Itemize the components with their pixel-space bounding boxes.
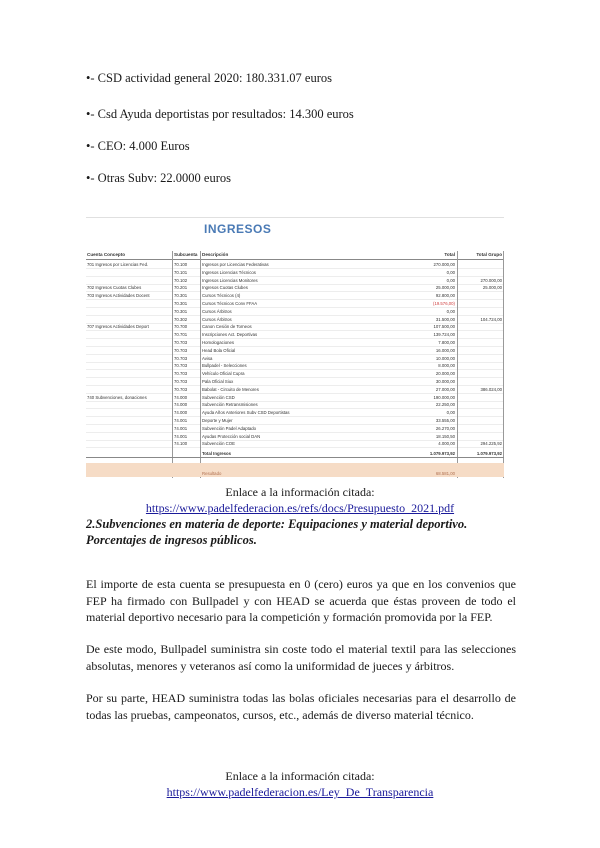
row-total: 4.000,00 bbox=[438, 441, 455, 447]
table-row bbox=[86, 440, 504, 448]
ingresos-spreadsheet-image bbox=[86, 217, 504, 478]
row-subcuenta: 74.001 bbox=[174, 433, 188, 439]
row-subcuenta: 70.703 bbox=[174, 386, 188, 392]
row-descripcion: Deporte y Mujer bbox=[202, 418, 233, 423]
table-row bbox=[86, 284, 504, 292]
row-cuenta: 740 Subvenciones, donaciones bbox=[87, 394, 147, 400]
row-descripcion: Ayuda Años Anteriores Subv CSD Deportistas bbox=[202, 410, 290, 416]
row-subcuenta: 70.703 bbox=[174, 363, 188, 369]
row-subcuenta: 70.201 bbox=[174, 285, 188, 291]
sheet-title: INGRESOS bbox=[204, 222, 272, 236]
caption-link-2: Enlace a la información citada: bbox=[225, 769, 375, 783]
table-row bbox=[86, 417, 504, 425]
row-subcuenta: 74.001 bbox=[174, 425, 188, 431]
table-row bbox=[86, 370, 504, 378]
row-descripcion: Subvención Retransmisiones bbox=[202, 402, 258, 408]
row-subcuenta: 74.000 bbox=[174, 410, 188, 416]
table-row bbox=[86, 433, 504, 441]
row-total-grupo: 294.225,92 bbox=[480, 441, 502, 447]
row-total-grupo: 104.724,00 bbox=[480, 316, 502, 322]
table-row bbox=[86, 331, 504, 339]
table-row bbox=[86, 347, 504, 355]
row-total: 7.800,00 bbox=[438, 340, 455, 345]
bullet-csd-ayuda: •- Csd Ayuda deportistas por resultados: 14.300 euros bbox=[86, 107, 354, 121]
row-total: 27.000,00 bbox=[435, 386, 455, 392]
row-subcuenta: 70.701 bbox=[174, 332, 188, 338]
row-descripcion: Homologaciones bbox=[202, 340, 235, 345]
row-total-grupo: 386.024,00 bbox=[480, 386, 502, 392]
table-row bbox=[86, 409, 504, 417]
transparency-link[interactable]: https://www.padelfederacion.es/Ley_De_Transparencia bbox=[166, 785, 434, 799]
row-descripcion: Babolat - Circuito de Menores bbox=[202, 386, 259, 392]
row-subcuenta: 70.102 bbox=[174, 277, 188, 283]
table-row bbox=[86, 378, 504, 386]
row-total: 107.500,00 bbox=[433, 324, 455, 330]
table-row bbox=[86, 269, 504, 277]
total-group-value: 1.079.973,92 bbox=[476, 451, 502, 456]
header-cuenta: Cuenta Concepto bbox=[87, 252, 126, 257]
row-descripcion: Subvención CSD bbox=[202, 394, 235, 400]
row-subcuenta: 74.001 bbox=[174, 418, 188, 423]
sheet-header-row bbox=[86, 251, 504, 260]
row-descripcion: Ingresos Licencias Monitores bbox=[202, 277, 258, 283]
row-total: 16.000,00 bbox=[435, 347, 455, 353]
row-total: 0,00 bbox=[446, 277, 455, 283]
row-subcuenta: 70.301 bbox=[174, 301, 188, 306]
row-total: 10.000,00 bbox=[435, 355, 455, 361]
row-descripcion: Cursos Técnicos (4) bbox=[202, 293, 241, 299]
row-subcuenta: 74.000 bbox=[174, 402, 188, 408]
section-heading-line2: Porcentajes de ingresos públicos. bbox=[86, 533, 257, 547]
bullet-csd-general: •- CSD actividad general 2020: 180.331.07 euros bbox=[86, 71, 332, 85]
paragraph-2: De este modo, Bullpadel suministra sin coste todo el material textil para las selecciones absolutas, menores y veteranos así como la uniformidad de jueces y árbitros. bbox=[86, 642, 516, 673]
bullet-ceo: •- CEO: 4.000 Euros bbox=[86, 139, 190, 153]
table-row bbox=[86, 339, 504, 347]
row-subcuenta: 70.302 bbox=[174, 316, 188, 322]
paragraph-1: El importe de esta cuenta se presupuesta en 0 (cero) euros ya que en los convenios que FEP ha firmado con Bullpadel y con HEAD se acuerda que éstas proveen de todo el material deportivo necesario para la competición y formación promovida por la FEP. bbox=[86, 577, 516, 624]
row-descripcion: Cursos Árbitros bbox=[202, 308, 232, 314]
row-total: 0,00 bbox=[446, 308, 455, 314]
table-row bbox=[86, 394, 504, 402]
row-total: 270.000,00 bbox=[433, 262, 455, 267]
row-subcuenta: 70.703 bbox=[174, 340, 188, 345]
row-descripcion: Avisa bbox=[202, 355, 213, 361]
col-divider bbox=[457, 251, 458, 478]
table-row bbox=[86, 386, 504, 394]
table-row bbox=[86, 277, 504, 285]
result-label: Resultado bbox=[202, 471, 222, 476]
bullet-otras-subv: •- Otras Subv: 22.0000 euros bbox=[86, 171, 231, 185]
row-cuenta: 703 Ingresos Actividades Docent bbox=[87, 293, 150, 299]
result-value: 68.581,00 bbox=[435, 471, 455, 476]
header-total: Total bbox=[444, 252, 455, 257]
row-subcuenta: 70.100 bbox=[174, 262, 188, 267]
table-row bbox=[86, 308, 504, 316]
row-total: 0,00 bbox=[446, 269, 455, 275]
row-total: 22.250,00 bbox=[435, 402, 455, 408]
row-descripcion: Subvención Padel Adaptado bbox=[202, 425, 256, 431]
row-subcuenta: 70.700 bbox=[174, 324, 188, 330]
table-row bbox=[86, 401, 504, 409]
caption-link-1: Enlace a la información citada: bbox=[225, 485, 375, 499]
row-total: 8.000,00 bbox=[438, 363, 455, 369]
row-subcuenta: 70.703 bbox=[174, 371, 188, 377]
row-descripcion: Ingresos por Licencias Federativas bbox=[202, 262, 269, 267]
row-descripcion: Cursos Árbitros bbox=[202, 316, 232, 322]
row-total: 139.724,00 bbox=[433, 332, 455, 338]
row-descripcion: Head Bola Oficial bbox=[202, 347, 236, 353]
table-row bbox=[86, 261, 504, 269]
row-subcuenta: 74.100 bbox=[174, 441, 188, 447]
sheet-total-row bbox=[86, 450, 504, 458]
row-total: 25.000,00 bbox=[435, 285, 455, 291]
row-subcuenta: 74.000 bbox=[174, 394, 188, 400]
row-descripcion: Bullpadel - Selecciones bbox=[202, 363, 247, 369]
row-total: 190.000,00 bbox=[433, 394, 455, 400]
header-subcuenta: Subcuenta bbox=[174, 252, 198, 257]
row-subcuenta: 70.703 bbox=[174, 347, 188, 353]
row-subcuenta: 70.703 bbox=[174, 379, 188, 384]
paragraph-3: Por su parte, HEAD suministra todas las bolas oficiales necesarias para el desarrollo de todas las pruebas, campeonatos, cursos, etc., además de diverso material técnico. bbox=[86, 691, 516, 722]
row-total: 20.000,00 bbox=[435, 371, 455, 377]
col-divider bbox=[200, 251, 201, 478]
row-total: 0,00 bbox=[446, 410, 455, 416]
row-total: (19.576,00) bbox=[433, 301, 455, 306]
header-descripcion: Descripción bbox=[202, 252, 229, 257]
row-total-grupo: 270.000,00 bbox=[480, 277, 502, 283]
row-descripcion: Inscripciones Act. Deportivas bbox=[202, 332, 258, 338]
row-cuenta: 701 Ingresos por Licencias Fed. bbox=[87, 262, 149, 267]
row-cuenta: 702 Ingresos Cuotas Clubes bbox=[87, 285, 142, 291]
row-cuenta: 707 Ingresos Actividades Deport bbox=[87, 324, 149, 330]
row-descripcion: Vehículo Oficial Cupra bbox=[202, 371, 245, 377]
row-descripcion: Ayudas Protección social DAN bbox=[202, 433, 261, 439]
col-divider bbox=[172, 251, 173, 478]
row-descripcion: Ingresos Cuotas Clubes bbox=[202, 285, 248, 291]
table-row bbox=[86, 300, 504, 308]
table-row bbox=[86, 316, 504, 324]
row-descripcion: Pala Oficial Siux bbox=[202, 379, 234, 384]
table-row bbox=[86, 323, 504, 331]
result-bar bbox=[86, 463, 504, 477]
row-total-grupo: 25.000,00 bbox=[482, 285, 502, 291]
table-row bbox=[86, 425, 504, 433]
budget-link[interactable]: https://www.padelfederacion.es/refs/docs/Presupuesto_2021.pdf bbox=[145, 501, 455, 515]
row-total: 18.150,50 bbox=[435, 433, 455, 439]
table-row bbox=[86, 362, 504, 370]
row-total: 92.800,00 bbox=[435, 293, 455, 299]
section-heading-line1: 2.Subvenciones en materia de deporte: Equipaciones y material deportivo. bbox=[86, 517, 468, 531]
row-subcuenta: 70.101 bbox=[174, 269, 188, 275]
total-label: Total Ingresos bbox=[202, 451, 232, 456]
col-divider bbox=[503, 251, 504, 478]
row-descripcion: Subvención COE bbox=[202, 441, 235, 447]
header-total-grupo: Total Grupo bbox=[476, 252, 502, 257]
row-subcuenta: 70.703 bbox=[174, 355, 188, 361]
row-total: 31.500,00 bbox=[435, 316, 455, 322]
total-value: 1.079.973,92 bbox=[429, 451, 455, 456]
row-descripcion: Cursos Técnicos Conv FFAA bbox=[202, 301, 258, 306]
table-row bbox=[86, 292, 504, 300]
row-subcuenta: 70.301 bbox=[174, 308, 188, 314]
row-subcuenta: 70.301 bbox=[174, 293, 188, 299]
row-total: 30.000,00 bbox=[435, 379, 455, 384]
row-descripcion: Canon Cesión de Torneos bbox=[202, 324, 252, 330]
row-total: 33.555,00 bbox=[435, 418, 455, 423]
row-descripcion: Ingresos Licencias Técnicos bbox=[202, 269, 256, 275]
row-total: 26.270,00 bbox=[435, 425, 455, 431]
table-row bbox=[86, 355, 504, 363]
